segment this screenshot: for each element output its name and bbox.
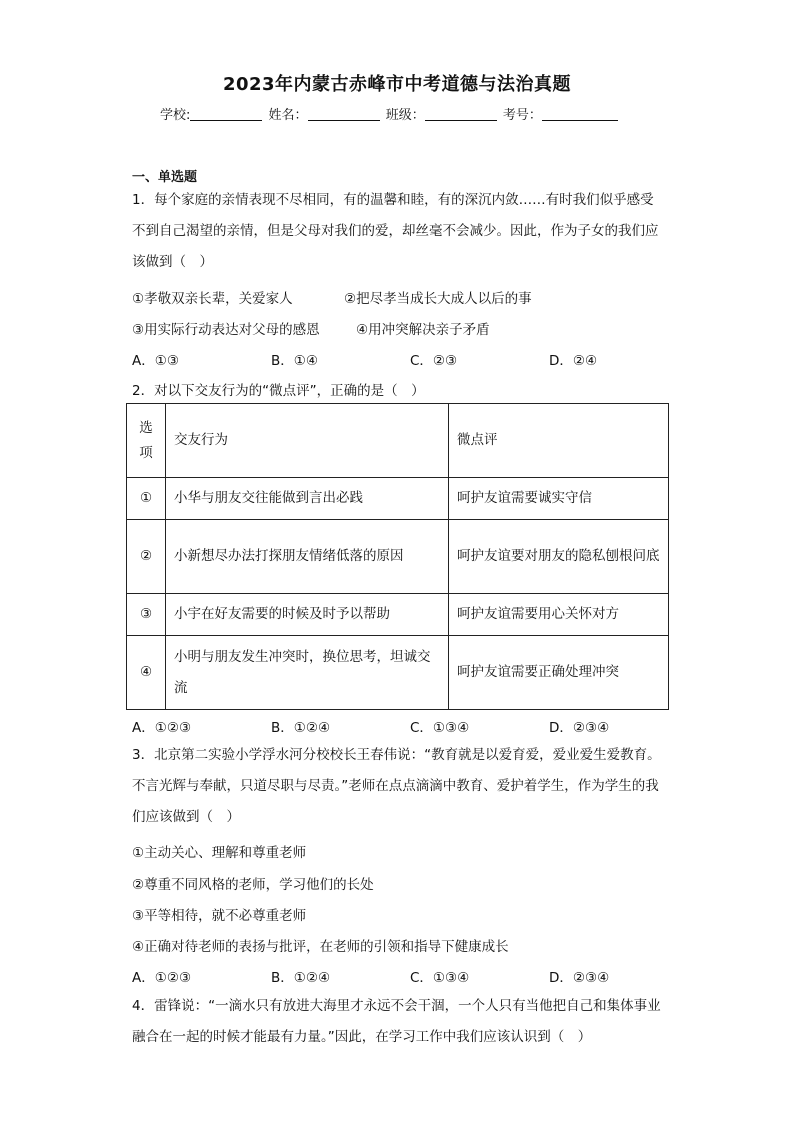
question-3-stem: 3．北京第二实验小学浮水河分校校长王春伟说：“教育就是以爱育爱，爱业爱生爱教育。不言光辉与奉献，只道尽职与尽责。”老师在点点滴滴中教育、爱护着学生，作为学生的我们应该做到（ ） [132, 747, 661, 825]
table-cell: 小新想尽办法打探朋友情绪低落的原因 [166, 520, 449, 594]
school-label: 学校: [160, 108, 191, 123]
table-cell: ② [127, 520, 166, 594]
option-c[interactable]: C．①③④ [410, 970, 470, 986]
table-header-cell: 微点评 [449, 404, 669, 478]
section-heading: 一、单选题 [132, 170, 198, 185]
table-cell: 呵护友谊要对朋友的隐私刨根问底 [449, 520, 669, 594]
table-cell: 呵护友谊需要正确处理冲突 [449, 636, 669, 710]
table-header-cell: 选项 [127, 404, 166, 478]
question-3-item: ①主动关心、理解和尊重老师 [132, 845, 307, 861]
option-b[interactable]: B．①②④ [271, 970, 331, 986]
table-header-cell: 交友行为 [166, 404, 449, 478]
table-cell: 小宇在好友需要的时候及时予以帮助 [166, 594, 449, 636]
table-cell: ① [127, 478, 166, 520]
table-row [127, 478, 669, 520]
question-1-item: ③用实际行动表达对父母的感恩 [132, 322, 320, 338]
option-d[interactable]: D．②③④ [549, 720, 610, 736]
table-cell: ③ [127, 594, 166, 636]
table-cell: 小明与朋友发生冲突时，换位思考，坦诚交流 [166, 636, 449, 710]
class-label: 班级： [385, 108, 425, 123]
class-blank[interactable] [425, 108, 497, 121]
option-c[interactable]: C．①③④ [410, 720, 470, 736]
table-row [127, 594, 669, 636]
question-1-stem: 1．每个家庭的亲情表现不尽相同，有的温馨和睦，有的深沉内敛……有时我们似乎感受不到自己渴望的亲情，但是父母对我们的爱，却丝毫不会减少。因此，作为子女的我们应该做到（ ） [132, 192, 659, 270]
table-cell: 小华与朋友交往能做到言出必践 [166, 478, 449, 520]
option-a[interactable]: A．①②③ [132, 970, 192, 986]
option-d[interactable]: D．②④ [549, 353, 598, 369]
table-row [127, 636, 669, 710]
question-1-item: ①孝敬双亲长辈，关爱家人 [132, 291, 293, 307]
page-title: 2023年内蒙古赤峰市中考道德与法治真题 [222, 74, 572, 95]
option-c[interactable]: C．②③ [410, 353, 458, 369]
option-b[interactable]: B．①②④ [271, 720, 331, 736]
question-3-item: ②尊重不同风格的老师，学习他们的长处 [132, 877, 374, 893]
table-cell: ④ [127, 636, 166, 710]
question-1-item: ②把尽孝当成长大成人以后的事 [344, 291, 532, 307]
student-info-line [160, 104, 620, 123]
question-3-item: ④正确对待老师的表扬与批评，在老师的引领和指导下健康成长 [132, 939, 509, 955]
option-d[interactable]: D．②③④ [549, 970, 610, 986]
name-blank[interactable] [308, 108, 380, 121]
question-1-item: ④用冲突解决亲子矛盾 [356, 322, 490, 338]
table-header-row [127, 404, 669, 478]
question-2-table [126, 403, 669, 710]
option-a[interactable]: A．①③ [132, 353, 179, 369]
name-label: 姓名： [268, 108, 308, 123]
question-2-stem: 2．对以下交友行为的“微点评”，正确的是（ ） [132, 383, 425, 399]
question-3-item: ③平等相待，就不必尊重老师 [132, 908, 307, 924]
number-blank[interactable] [542, 108, 618, 121]
question-4-stem: 4．雷锋说：“一滴水只有放进大海里才永远不会干涸，一个人只有当他把自己和集体事业融合在一起的时候才能最有力量。”因此，在学习工作中我们应该认识到（ ） [132, 998, 661, 1045]
number-label: 考号： [502, 108, 542, 123]
option-b[interactable]: B．①④ [271, 353, 318, 369]
table-cell: 呵护友谊需要诚实守信 [449, 478, 669, 520]
table-cell: 呵护友谊需要用心关怀对方 [449, 594, 669, 636]
school-blank[interactable] [190, 108, 262, 121]
table-row [127, 520, 669, 594]
option-a[interactable]: A．①②③ [132, 720, 192, 736]
